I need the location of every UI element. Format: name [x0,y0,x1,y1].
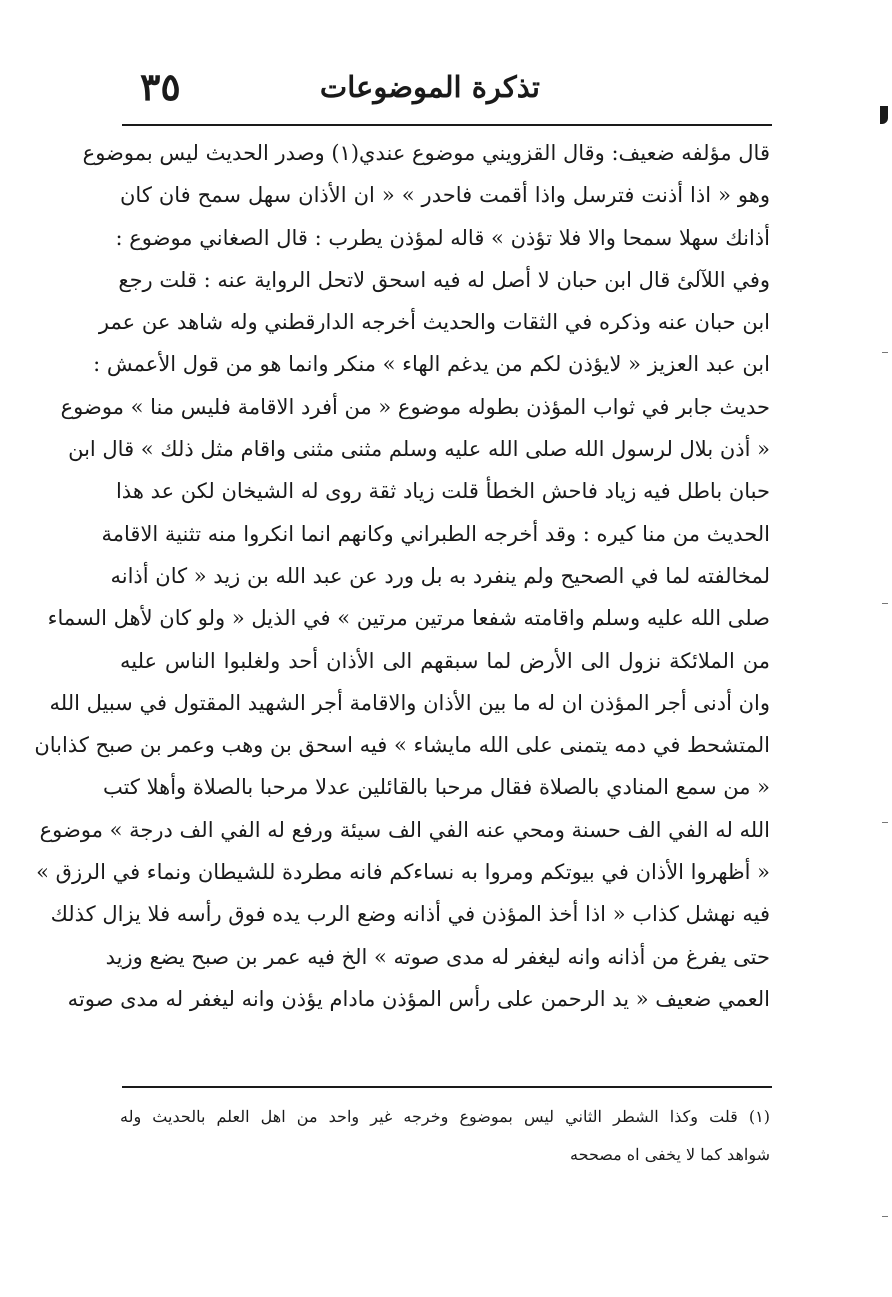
text-line-16: « من سمع المنادي بالصلاة فقال مرحبا بالقائلين عدلا مرحبا بالصلاة وأهلا كتب [102,775,770,800]
text-line-6: ابن عبد العزيز « لايؤذن لكم من يدغم الهاء » منكر وانما هو من قول الأعمش : [93,352,770,377]
page-edge-mark [880,106,888,124]
text-line-13: من الملائكة نزول الى الأرض لما سبقهم الى الأذان أحد ولغلبوا الناس عليه [120,648,770,673]
text-line-17: الله له الفي الف حسنة ومحي عنه الفي الف سيئة ورفع له الفي الف درجة » موضوع [39,817,770,842]
text-line-12: صلى الله عليه وسلم واقامته شفعا مرتين مرتين » في الذيل « ولو كان لأهل السماء [47,606,770,631]
text-line-2: وهو « اذا أذنت فترسل واذا أقمت فاحدر » « ان الأذان سهل سمح فان كان [120,183,770,208]
footnote-line-1: (١) قلت وكذا الشطر الثاني ليس بموضوع وخرجه غير واحد من اهل العلم بالحديث وله [120,1107,770,1126]
text-line-1: قال مؤلفه ضعيف: وقال القزويني موضوع عندي(١) وصدر الحديث ليس بموضوع [82,141,770,165]
margin-tick [882,1216,888,1217]
text-line-5: ابن حبان عنه وذكره في الثقات والحديث أخرجه الدارقطني وله شاهد عن عمر [98,310,770,335]
text-line-8: « أذن بلال لرسول الله صلى الله عليه وسلم مثنى مثنى واقام مثل ذلك » قال ابن [68,437,770,462]
header-rule [122,124,772,126]
margin-tick [882,352,888,353]
text-line-9: حبان باطل فيه زياد فاحش الخطأ قلت زياد ثقة روى له الشيخان لكن عد هذا [115,479,770,504]
text-line-11: لمخالفته لما في الصحيح ولم ينفرد به بل ورد عن عبد الله بن زيد « كان أذانه [110,563,770,588]
text-line-4: وفي اللآلئ قال ابن حبان لا أصل له فيه اسحق لاتحل الرواية عنه : قلت رجع [118,267,770,292]
running-title: تذكرة الموضوعات [319,70,540,104]
text-line-19: فيه نهشل كذاب « اذا أخذ المؤذن في أذانه وضع الرب يده فوق رأسه فلا يزال كذلك [50,902,770,927]
footnote-rule [122,1086,772,1088]
page-header [120,62,770,122]
text-line-15: المتشحط في دمه يتمنى على الله مايشاء » فيه اسحق بن وهب وعمر بن صبح كذابان [34,733,770,758]
footnote-line-2: شواهد كما لا يخفى اه مصححه [570,1145,770,1164]
text-line-10: الحديث من منا كيره : وقد أخرجه الطبراني وكانهم انما انكروا منه تثنية الاقامة [101,521,770,546]
margin-tick [882,822,888,823]
main-text [34,132,770,1020]
page-number: ٣٥ [140,64,181,109]
text-line-21: العمي ضعيف « يد الرحمن على رأس المؤذن مادام يؤذن وانه ليغفر له مدى صوته [67,986,770,1011]
text-line-18: « أظهروا الأذان في بيوتكم ومروا به نساءكم فانه مطردة للشيطان ونماء في الرزق » [36,860,770,885]
text-line-20: حتى يفرغ من أذانه وانه ليغفر له مدى صوته » الخ فيه عمر بن صبح يضع وزيد [105,944,770,969]
text-line-3: أذانك سهلا سمحا والا فلا تؤذن » قاله لمؤذن يطرب : قال الصغاني موضوع : [115,225,770,250]
footnote-block [120,1098,770,1174]
margin-tick [882,603,888,604]
text-line-14: وان أدنى أجر المؤذن ان له ما بين الأذان والاقامة أجر الشهيد المقتول في سبيل الله [49,690,770,715]
text-line-7: حديث جابر في ثواب المؤذن بطوله موضوع « من أفرد الاقامة فليس منا » موضوع [60,394,770,419]
